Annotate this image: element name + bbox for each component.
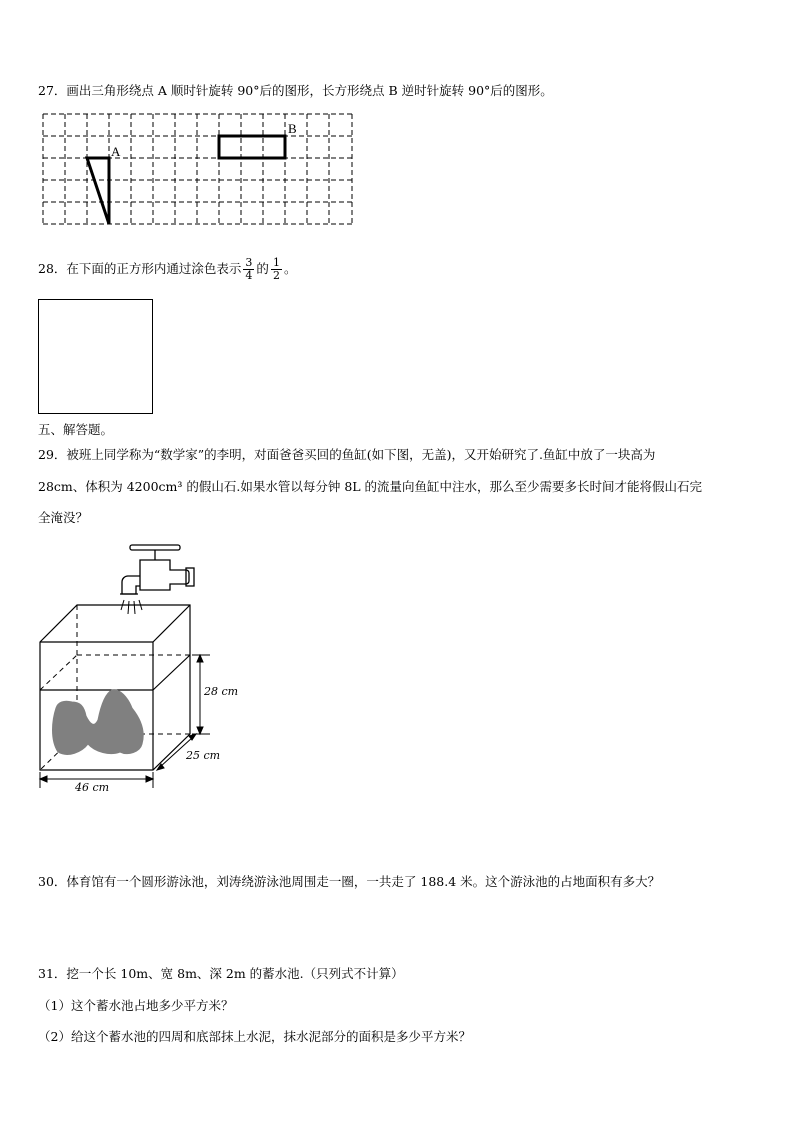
q31-text: 31．挖一个长 10m、宽 8m、深 2m 的蓄水池.（只列式不计算）	[38, 966, 404, 981]
q30-text: 30．体育馆有一个圆形游泳池，刘涛绕游泳池周围走一圈，一共走了 188.4 米。这个游泳池的占地面积有多大？	[38, 874, 661, 889]
water-drops	[121, 600, 142, 614]
fraction-numerator: 3	[245, 256, 253, 269]
q31-sub2: （2）给这个蓄水池的四周和底部抹上水泥，抹水泥部分的面积是多少平方米？	[38, 1029, 471, 1044]
width-label: 46 cm	[75, 781, 110, 794]
faucet-icon	[120, 545, 194, 594]
q29-line3: 全淹没？	[38, 510, 89, 525]
section-heading: 五、解答题。	[38, 422, 114, 437]
water-level	[40, 655, 190, 690]
fraction-denominator: 2	[272, 269, 280, 282]
q27-text: 27．画出三角形绕点 A 顺时针旋转 90°后的图形，长方形绕点 B 逆时针旋转 90°后的图形。	[38, 83, 553, 98]
q28-prefix: 28．在下面的正方形内通过涂色表示	[38, 261, 242, 276]
height-label: 28 cm	[204, 685, 239, 698]
fraction-numerator: 1	[272, 256, 280, 269]
fraction-denominator: 4	[245, 269, 253, 282]
q29-line2: 28cm、体积为 4200cm³ 的假山石.如果水管以每分钟 8L 的流量向鱼缸中注水，那么至少需要多长时间才能将假山石完	[38, 479, 703, 494]
point-a-label: A	[111, 144, 121, 159]
depth-label: 25 cm	[186, 749, 221, 762]
rock-shape	[53, 690, 144, 755]
q28-suffix: 。	[283, 261, 297, 276]
point-b-label: B	[288, 121, 297, 136]
q31-sub1: （1）这个蓄水池占地多少平方米？	[38, 998, 234, 1013]
q29-line1: 29．被班上同学称为“数学家”的李明，对面爸爸买回的鱼缸(如下图，无盖)，又开始研究了.鱼缸中放了一块高为	[38, 447, 656, 462]
q28-mid: 的	[256, 261, 269, 276]
